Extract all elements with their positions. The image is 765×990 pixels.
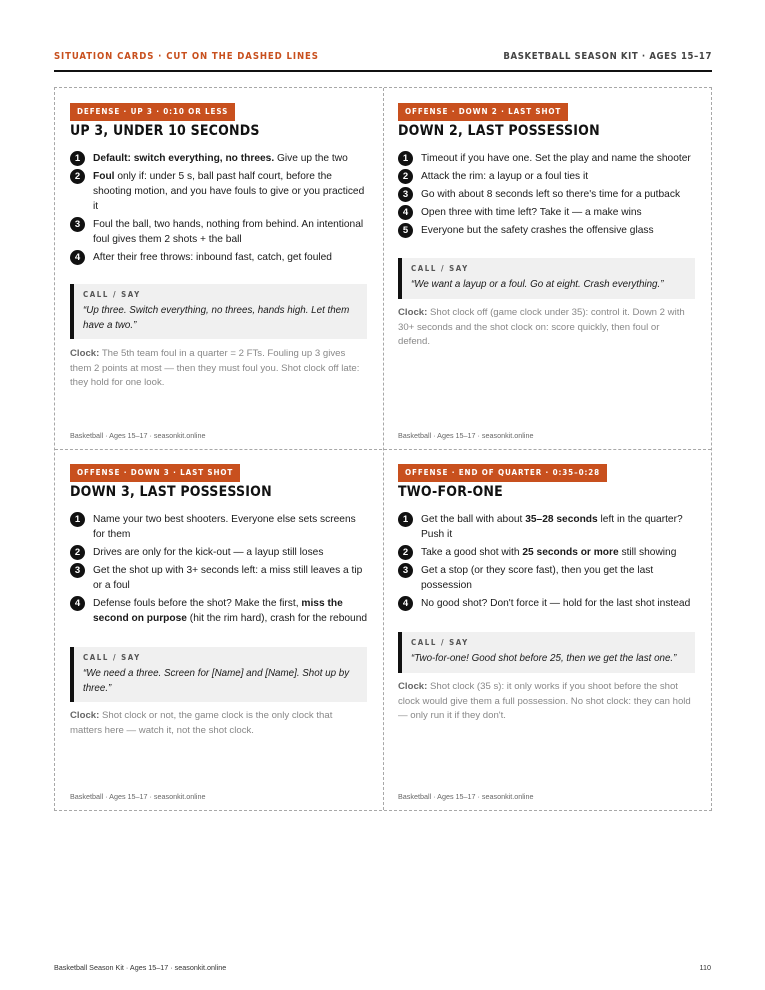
step-text: Timeout if you have one. Set the play and name the shooter <box>421 153 691 164</box>
step-text: Foul the ball, two hands, nothing from behind. An intentional foul gives them 2 shots + the ball <box>93 219 364 245</box>
step-text: After their free throws: inbound fast, catch, get fouled <box>93 252 332 263</box>
step-item <box>70 596 370 626</box>
step-bold: Default: switch everything, no threes. <box>93 153 275 164</box>
card-down3-last-possession <box>70 464 384 804</box>
clock-note <box>70 709 365 738</box>
step-number: 2 <box>398 545 413 560</box>
step-number: 2 <box>70 169 85 184</box>
card-footer: Basketball · Ages 15–17 · seasonkit.online <box>398 431 534 440</box>
step-text: Defense fouls before the shot? Make the first, <box>93 598 302 609</box>
step-number: 4 <box>398 205 413 220</box>
clock-label: Clock: <box>398 307 428 318</box>
card-footer: Basketball · Ages 15–17 · seasonkit.online <box>70 431 206 440</box>
call-say-quote: “We want a layup or a foul. Go at eight. Crash everything.” <box>411 279 664 290</box>
call-say-label: CALL / SAY <box>411 264 469 273</box>
clock-text: Shot clock or not, the game clock is the only clock that matters here — watch it, not the shot clock. <box>70 710 333 736</box>
step-number: 4 <box>398 596 413 611</box>
card-two-for-one <box>398 464 712 804</box>
step-item <box>398 223 698 238</box>
header-kit-title: BASKETBALL SEASON KIT · AGES 15–17 <box>503 51 712 62</box>
card-title: DOWN 3, LAST POSSESSION <box>70 484 272 500</box>
step-item <box>70 169 370 214</box>
card-tag: DEFENSE · UP 3 · 0:10 OR LESS <box>70 103 235 121</box>
step-number: 2 <box>70 545 85 560</box>
step-item <box>70 250 370 265</box>
clock-text: The 5th team foul in a quarter = 2 FTs. Fouling up 3 gives them 2 points at most — then they must foul you. Shot clock off late: they hold for one look. <box>70 348 360 388</box>
step-item <box>70 217 370 247</box>
step-item <box>70 545 370 560</box>
call-say-quote: “We need a three. Screen for [Name] and [Name]. Shot up by three.” <box>83 668 350 694</box>
step-text: only if: under 5 s, ball past half court, before the shooting motion, and you have fouls to give or you practiced it <box>93 171 365 212</box>
step-text: Give up the two <box>274 153 348 164</box>
step-bold: miss the second on purpose <box>93 598 343 624</box>
cut-line-horizontal <box>55 449 711 450</box>
step-item <box>398 596 698 611</box>
card-steps <box>398 151 698 241</box>
step-text: Name your two best shooters. Everyone else sets screens for them <box>93 514 356 540</box>
step-item <box>398 563 698 593</box>
clock-text: Shot clock off (game clock under 35): control it. Down 2 with 30+ seconds and the shot clock on: score quickly, then foul or defend. <box>398 307 685 347</box>
clock-text: Shot clock (35 s): it only works if you shoot before the shot clock would give them a full possession. No shot clock: they can hold — only run it if they don't. <box>398 681 691 721</box>
step-number: 3 <box>398 563 413 578</box>
header-instructions: SITUATION CARDS · CUT ON THE DASHED LINES <box>54 51 319 62</box>
step-item <box>398 151 698 166</box>
card-footer: Basketball · Ages 15–17 · seasonkit.online <box>70 792 206 801</box>
call-say-label: CALL / SAY <box>83 290 141 299</box>
step-number: 3 <box>398 187 413 202</box>
step-number: 5 <box>398 223 413 238</box>
card-steps <box>70 151 370 268</box>
step-number: 2 <box>398 169 413 184</box>
step-number: 1 <box>398 151 413 166</box>
step-item <box>70 512 370 542</box>
card-up3-under10 <box>70 103 384 443</box>
card-down2-last-possession <box>398 103 712 443</box>
step-text: Get the shot up with 3+ seconds left: a miss still leaves a tip or a foul <box>93 565 363 591</box>
situation-cards-grid <box>54 87 712 811</box>
card-footer: Basketball · Ages 15–17 · seasonkit.online <box>398 792 534 801</box>
card-steps <box>70 512 370 629</box>
step-text: Take a good shot with <box>421 547 523 558</box>
clock-note <box>70 347 365 391</box>
card-tag: OFFENSE · END OF QUARTER · 0:35–0:28 <box>398 464 607 482</box>
step-item <box>398 205 698 220</box>
step-text: Drives are only for the kick-out — a layup still loses <box>93 547 324 558</box>
call-say-quote: “Two-for-one! Good shot before 25, then we get the last one.” <box>411 653 677 664</box>
step-item <box>70 563 370 593</box>
step-number: 1 <box>398 512 413 527</box>
clock-note <box>398 306 693 350</box>
step-text: No good shot? Don't force it — hold for the last shot instead <box>421 598 691 609</box>
step-text: Open three with time left? Take it — a make wins <box>421 207 642 218</box>
card-tag: OFFENSE · DOWN 2 · LAST SHOT <box>398 103 568 121</box>
card-steps <box>398 512 698 614</box>
step-text: Get the ball with about <box>421 514 526 525</box>
step-number: 4 <box>70 250 85 265</box>
step-number: 1 <box>70 151 85 166</box>
clock-label: Clock: <box>70 710 100 721</box>
call-say-quote: “Up three. Switch everything, no threes, hands high. Let them have a two.” <box>83 305 350 331</box>
step-item <box>398 169 698 184</box>
call-say-label: CALL / SAY <box>83 653 141 662</box>
card-tag: OFFENSE · DOWN 3 · LAST SHOT <box>70 464 240 482</box>
step-text: still showing <box>618 547 677 558</box>
card-title: TWO-FOR-ONE <box>398 484 503 500</box>
step-text: Everyone but the safety crashes the offensive glass <box>421 225 654 236</box>
step-text: Attack the rim: a layup or a foul ties it <box>421 171 589 182</box>
step-number: 1 <box>70 512 85 527</box>
clock-note <box>398 680 693 724</box>
call-say-box <box>70 284 367 339</box>
call-say-label: CALL / SAY <box>411 638 469 647</box>
card-title: UP 3, UNDER 10 SECONDS <box>70 123 260 139</box>
step-item <box>398 545 698 560</box>
step-text: (hit the rim hard), crash for the rebound <box>186 613 368 624</box>
call-say-box <box>70 647 367 702</box>
step-bold: 25 seconds or more <box>522 547 619 558</box>
step-number: 3 <box>70 217 85 232</box>
call-say-box <box>398 632 695 673</box>
step-number: 4 <box>70 596 85 611</box>
step-text: Go with about 8 seconds left so there's time for a putback <box>421 189 681 200</box>
page-number: 110 <box>699 963 711 972</box>
step-number: 3 <box>70 563 85 578</box>
clock-label: Clock: <box>398 681 428 692</box>
step-item <box>398 187 698 202</box>
header-rule <box>54 70 712 72</box>
call-say-box <box>398 258 695 299</box>
step-bold: Foul <box>93 171 115 182</box>
step-bold: 35–28 seconds <box>525 514 598 525</box>
clock-label: Clock: <box>70 348 100 359</box>
step-text: Get a stop (or they score fast), then you get the last possession <box>421 565 654 591</box>
page-footer: Basketball Season Kit · Ages 15–17 · seasonkit.online <box>54 963 227 972</box>
step-item <box>70 151 370 166</box>
step-item <box>398 512 698 542</box>
card-title: DOWN 2, LAST POSSESSION <box>398 123 600 139</box>
step-text: left in the quarter? Push it <box>421 514 683 540</box>
page-header <box>54 51 712 71</box>
